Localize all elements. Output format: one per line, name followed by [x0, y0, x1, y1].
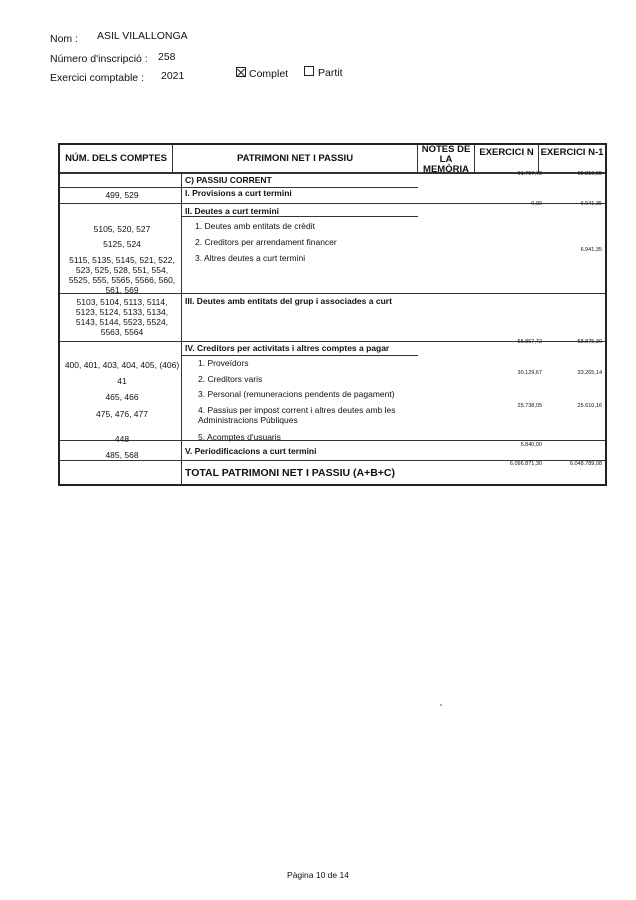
- partit-checkbox[interactable]: [304, 66, 314, 76]
- periodificacions-accounts: 485, 568: [105, 450, 139, 460]
- col-header-exercici-n1: EXERCICI N-1: [540, 147, 604, 158]
- altres-deutes-n1: 6.941,35: [580, 247, 602, 253]
- deutes-credit-label: 1. Deutes amb entitats de crèdit: [195, 221, 316, 231]
- periodificacions-n: 5.840,00: [520, 442, 542, 448]
- acomptes-accounts: 448: [114, 434, 130, 444]
- creditors-varis-n: 30.129,67: [517, 370, 542, 376]
- creditors-arrendament-label: 2. Creditors per arrendament financer: [195, 237, 337, 247]
- deutes-n: 0,00: [531, 201, 542, 207]
- nom-value: ASIL VILALLONGA: [97, 30, 188, 42]
- altres-deutes-accounts-2: 523, 525, 528, 551, 554,: [75, 265, 169, 275]
- col-header-notes-2: LA MEMÒRIA: [423, 154, 469, 175]
- exercici-label: Exercici comptable :: [50, 72, 144, 84]
- provisions-accounts: 499, 529: [105, 190, 139, 200]
- passius-impost-n1: 25.610,16: [577, 403, 602, 409]
- creditors-label: IV. Creditors per activitats i altres comptes a pagar: [185, 343, 390, 353]
- passius-impost-accounts: 475, 476, 477: [96, 409, 148, 419]
- creditors-varis-label: 2. Creditors varis: [198, 374, 263, 384]
- creditors-varis-n1: 33.265,14: [577, 370, 602, 376]
- exercici-value: 2021: [161, 70, 185, 82]
- altres-deutes-accounts-1: 5115, 5135, 5145, 521, 522,: [69, 255, 175, 265]
- balance-table: [58, 143, 607, 486]
- total-n: 6.096.871,30: [509, 461, 542, 467]
- col-header-patrimoni: PATRIMONI NET I PASSIU: [236, 153, 354, 164]
- passiu-corrent-n: 61.797,72: [517, 171, 542, 177]
- proveidors-label: 1. Proveïdors: [198, 358, 249, 368]
- acomptes-label: 5. Acomptes d'usuaris: [198, 432, 281, 442]
- deutes-n1: 6.941,35: [580, 201, 602, 207]
- altres-deutes-label: 3. Altres deutes a curt termini: [195, 253, 306, 263]
- personal-label: 3. Personal (remuneracions pendents de pagament): [198, 389, 395, 399]
- deutes-grup-label: III. Deutes amb entitats del grup i associades a curt: [185, 296, 392, 306]
- creditors-arrendament-accounts: 5125, 524: [103, 239, 141, 249]
- periodificacions-label: V. Periodificacions a curt termini: [185, 446, 317, 456]
- deutes-grup-accounts-4: 5563, 5564: [100, 327, 144, 337]
- total-n1: 6.048.789,08: [569, 461, 602, 467]
- creditors-n1: 58.875,30: [577, 339, 602, 345]
- passiu-corrent-label: C) PASSIU CORRENT: [185, 175, 272, 185]
- partit-label: Partit: [318, 67, 343, 79]
- altres-deutes-accounts-3: 5525, 555, 5565, 5566, 560,: [68, 275, 176, 285]
- col-header-notes-1: NOTES DE: [421, 144, 471, 155]
- nom-label: Nom :: [50, 33, 79, 45]
- deutes-grup-accounts-3: 5143, 5144, 5523, 5524,: [75, 317, 169, 327]
- col-header-accounts: NÚM. DELS COMPTES: [65, 153, 167, 164]
- complet-label: Complet: [249, 68, 289, 80]
- total-label: TOTAL PATRIMONI NET I PASSIU (A+B+C): [185, 467, 396, 479]
- passius-impost-label-1: 4. Passius per impost corrent i altres deutes amb les: [198, 405, 396, 415]
- deutes-grup-accounts-2: 5123, 5124, 5133, 5134,: [75, 307, 169, 317]
- passius-impost-n: 25.738,05: [517, 403, 542, 409]
- inscripcio-label: Número d'inscripció :: [50, 53, 148, 65]
- personal-accounts: 465, 466: [105, 392, 139, 402]
- scan-speck: [440, 704, 442, 706]
- col-header-exercici-n: EXERCICI N: [479, 147, 534, 158]
- complet-checkbox[interactable]: [236, 67, 246, 77]
- deutes-credit-accounts: 5105, 520, 527: [93, 224, 151, 234]
- creditors-n: 55.867,72: [517, 339, 542, 345]
- proveidors-accounts: 400, 401, 403, 404, 405, (406): [64, 360, 180, 370]
- page-number: Pàgina 10 de 14: [287, 870, 349, 880]
- altres-deutes-accounts-4: 561, 569: [105, 285, 139, 295]
- deutes-grup-accounts-1: 5103, 5104, 5113, 5114,: [76, 297, 168, 307]
- creditors-varis-accounts: 41: [117, 376, 127, 386]
- passiu-corrent-n1: 65.816,65: [577, 171, 602, 177]
- deutes-label: II. Deutes a curt termini: [185, 206, 279, 216]
- passius-impost-label-2: Administracions Públiques: [198, 415, 298, 425]
- provisions-label: I. Provisions a curt termini: [185, 188, 292, 198]
- inscripcio-value: 258: [158, 51, 176, 63]
